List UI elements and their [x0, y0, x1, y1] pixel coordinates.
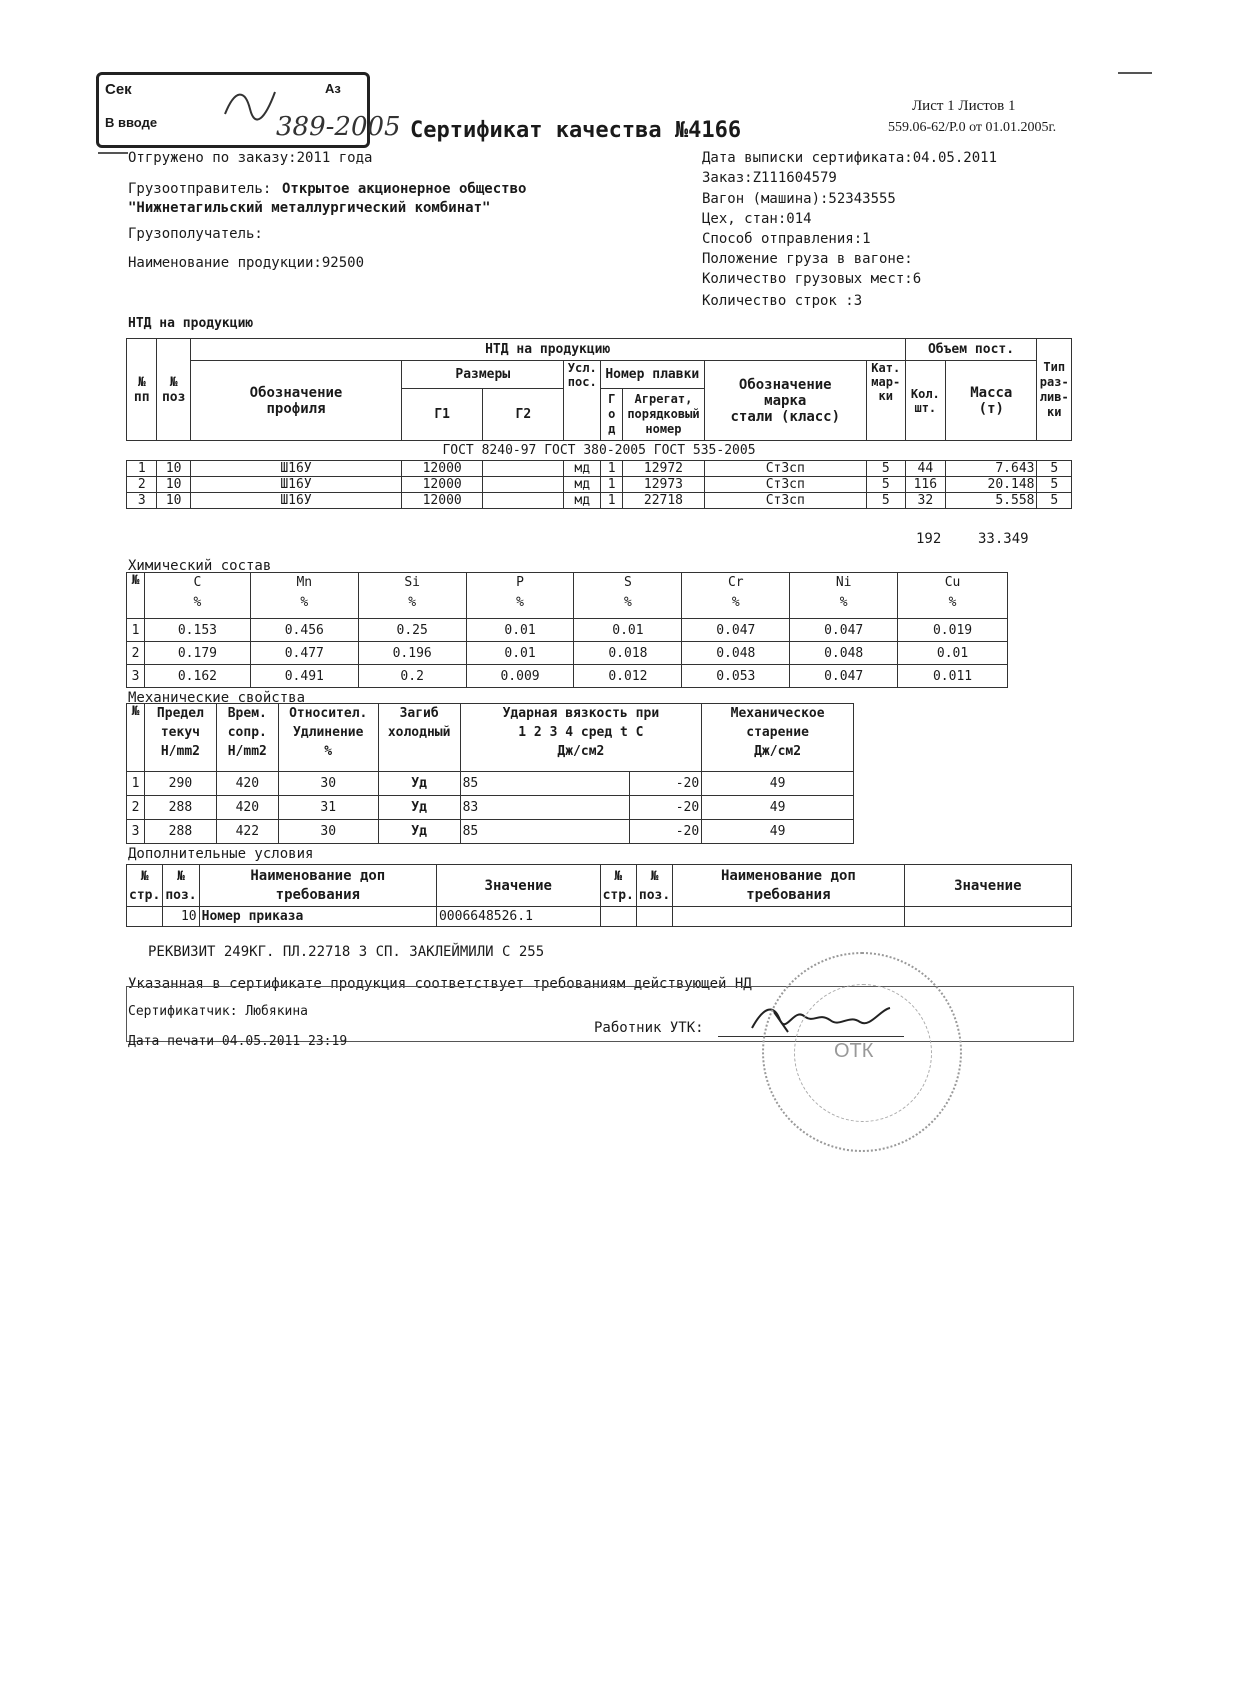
scan-mark [98, 152, 128, 154]
table-row: 2 0.179 0.477 0.196 0.01 0.018 0.048 0.048 0.01 [127, 642, 1008, 665]
total-qty: 192 [916, 531, 942, 547]
print-date: Дата печати 04.05.2011 23:19 [128, 1034, 348, 1049]
shipper-value-1: Открытое акционерное общество [282, 181, 527, 197]
standard-ref: 559.06-62/Р.0 от 01.01.2005г. [888, 120, 1057, 135]
gost-line: ГОСТ 8240-97 ГОСТ 380-2005 ГОСТ 535-2005 [127, 441, 1072, 461]
extra-section-title: Дополнительные условия [128, 846, 314, 862]
stamp-line1b: Аз [325, 81, 341, 96]
table-row: 3 10 Ш16У 12000 мд 1 22718 Ст3сп 5 32 5.558 5 [127, 493, 1072, 509]
volume-header: Объем пост. [905, 339, 1037, 361]
table-row: 1 290 420 30 Уд 85 -20 49 [127, 772, 854, 796]
total-mass: 33.349 [978, 531, 1029, 547]
handwritten-number: 389-2005 [276, 112, 401, 142]
row-count: Количество строк :3 [702, 293, 863, 309]
wagon-number: Вагон (машина):52343555 [702, 191, 896, 207]
conformity-statement: Указанная в сертификате продукция соответствует требованиям действующей НД [128, 976, 752, 992]
issue-date: Дата выписки сертификата:04.05.2011 [702, 150, 998, 166]
mech-table: № Предел текуч Н/mm2 Врем. сопр. Н/mm2 Относител. Удлинение % Загиб холодный Ударная вязкость при 1 2 3 4 сред t C Дж/см2 Механическое старение Дж/см2 1 290 420 30 Уд 85 -20 49 2 288 420 31 Уд 83 -20 49 3 288 422 30 Уд 85 -20 49 [126, 703, 854, 844]
cargo-position: Положение груза в вагоне: [702, 251, 913, 267]
otk-seal [762, 952, 962, 1152]
ntd-header: НТД на продукцию [190, 339, 905, 361]
chem-section-title: Химический состав [128, 558, 272, 574]
ntd-section-title: НТД на продукцию [128, 316, 254, 331]
stamp-line2: В вводе [105, 115, 158, 130]
rekvizit-line: РЕКВИЗИТ 249КГ. ПЛ.22718 3 СП. ЗАКЛЕЙМИЛИ С 255 [148, 944, 545, 960]
scan-mark [1118, 72, 1152, 74]
sheet-info: Лист 1 Листов 1 [912, 98, 1016, 114]
mech-section-title: Механические свойства [128, 690, 306, 706]
consignee: Грузополучатель: [128, 226, 263, 242]
shipper-label: Грузоотправитель: [128, 181, 272, 197]
table-row: 2 288 420 31 Уд 83 -20 49 [127, 796, 854, 820]
table-row: 3 0.162 0.491 0.2 0.009 0.012 0.053 0.047 0.011 [127, 665, 1008, 688]
table-row: 10 Номер приказа 0006648526.1 [127, 907, 1072, 927]
utk-worker-label: Работник УТК: [594, 1020, 704, 1036]
table-row: 3 288 422 30 Уд 85 -20 49 [127, 820, 854, 844]
ntd-table: № пп № поз НТД на продукцию Объем пост. Тип раз- лив- ки Обозначение профиля Размеры Усл. пос. Номер плавки Обозначение марка стали (класс) Кат. мар- ки Кол. шт. Масса (т) Г1 Г2 Г о д Агрегат, порядковый номер ГОСТ 8240-97 ГОСТ 380-2005 ГОСТ 535-2005 1 10 Ш16У 12000 мд 1 12972 Ст3сп 5 44 7.643 5 2 10 Ш16У 12000 мд 1 12973 Ст3сп 5 116 20.148 5 3 10 Ш16У 12000 мд 1 22718 Ст3сп 5 32 5.558 5 [126, 338, 1072, 509]
chem-table: № C % Mn % Si % P % S % Cr % Ni % Cu % 1 0.153 0.456 0.25 0.01 0.01 0.047 0.047 0.019 2 0.179 0.477 0.196 0.01 0.018 0.048 0.048 0.01 3 0.162 0.491 0.2 0.009 0.012 0.053 0.047 0.011 [126, 572, 1008, 688]
certificate-title: Сертификат качества №4166 [410, 118, 742, 143]
extra-conditions-table: № стр. № поз. Наименование доп требования Значение № стр. № поз. Наименование доп требования Значение 10 Номер приказа 0006648526.1 [126, 864, 1072, 927]
seal-text: ОТК [834, 1040, 874, 1062]
shop-mill: Цех, стан:014 [702, 211, 812, 227]
handwritten-mark-icon [220, 84, 280, 124]
shipped-order: Отгружено по заказу:2011 года [128, 150, 373, 166]
table-row: 1 0.153 0.456 0.25 0.01 0.01 0.047 0.047 0.019 [127, 619, 1008, 642]
table-row: 2 10 Ш16У 12000 мд 1 12973 Ст3сп 5 116 20.148 5 [127, 477, 1072, 493]
table-row: 1 10 Ш16У 12000 мд 1 12972 Ст3сп 5 44 7.643 5 [127, 461, 1072, 477]
product-name: Наименование продукции:92500 [128, 255, 365, 271]
certifier: Сертификатчик: Любякина [128, 1004, 309, 1019]
stamp-line1: Сек [105, 81, 132, 98]
order-number: Заказ:Z111604579 [702, 170, 837, 186]
cargo-places: Количество грузовых мест:6 [702, 271, 922, 287]
dispatch-method: Способ отправления:1 [702, 231, 871, 247]
shipper-value-2: "Нижнетагильский металлургический комбинат" [128, 200, 491, 216]
